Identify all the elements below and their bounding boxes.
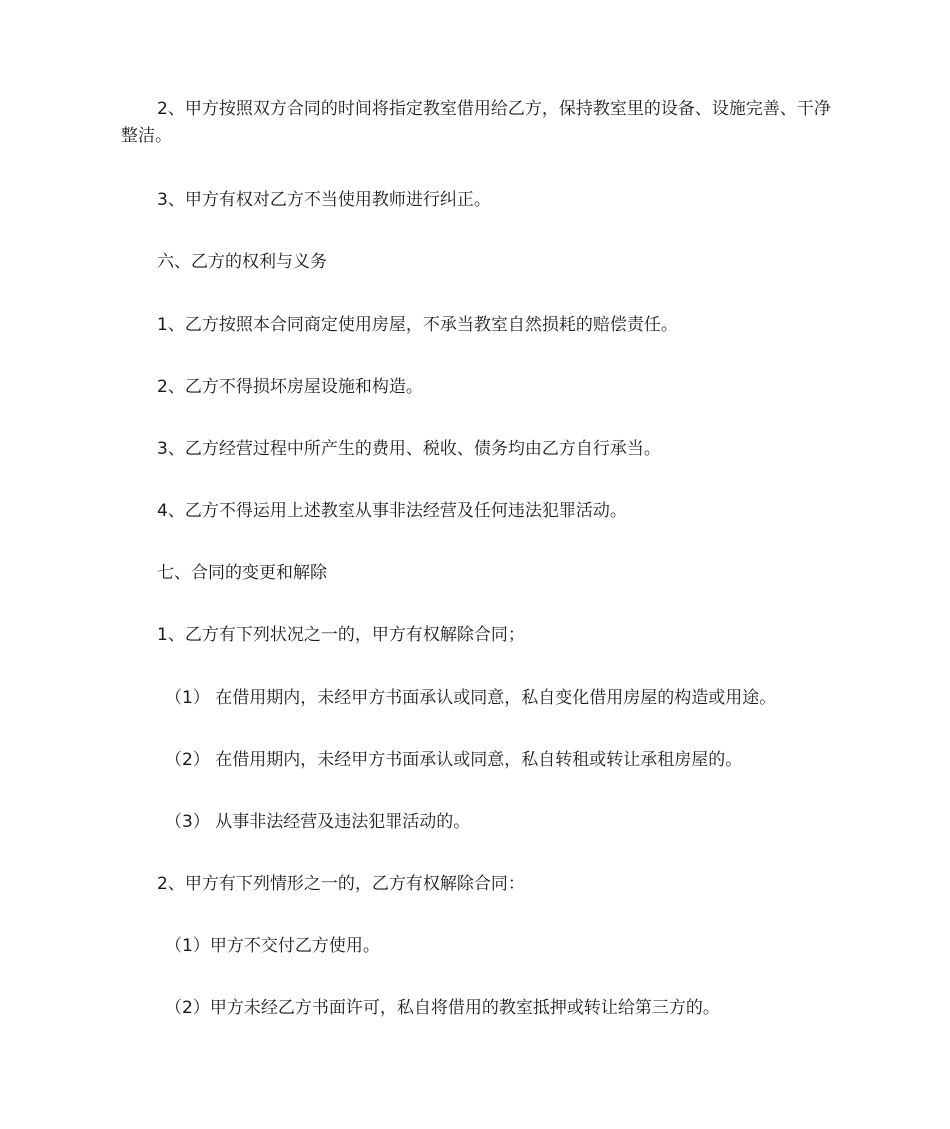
section-heading-borrower-rights: 六、乙方的权利与义务 <box>157 252 327 272</box>
paragraph-termination-by-borrower: 2、甲方有下列情形之一的，乙方有权解除合同： <box>157 874 525 894</box>
paragraph-termination-item-2: （2） 在借用期内，未经甲方书面承认或同意，私自转租或转让承租房屋的。 <box>165 750 743 770</box>
paragraph-termination-item-1: （1） 在借用期内，未经甲方书面承认或同意，私自变化借用房屋的构造或用途。 <box>165 688 777 708</box>
paragraph-termination-item-3: （3） 从事非法经营及违法犯罪活动的。 <box>165 812 471 832</box>
paragraph-borrower-2: 2、乙方不得损坏房屋设施和构造。 <box>157 377 423 397</box>
paragraph-lender-obligation-2: 2、甲方按照双方合同的时间将指定教室借用给乙方，保持教室里的设备、设施完善、干净整洁。 <box>121 99 831 146</box>
paragraph-termination-by-lender: 1、乙方有下列状况之一的，甲方有权解除合同； <box>157 625 525 645</box>
paragraph-borrower-1: 1、乙方按照本合同商定使用房屋，不承当教室自然损耗的赔偿责任。 <box>157 315 678 335</box>
paragraph-borrower-4: 4、乙方不得运用上述教室从事非法经营及任何违法犯罪活动。 <box>157 501 627 521</box>
paragraph-borrower-termination-item-1: （1）甲方不交付乙方使用。 <box>165 936 380 956</box>
paragraph-lender-right-3: 3、甲方有权对乙方不当使用教师进行纠正。 <box>157 190 491 210</box>
paragraph-borrower-3: 3、乙方经营过程中所产生的费用、税收、债务均由乙方自行承当。 <box>157 439 661 459</box>
section-heading-contract-change: 七、合同的变更和解除 <box>157 563 327 583</box>
paragraph-borrower-termination-item-2: （2）甲方未经乙方书面许可，私自将借用的教室抵押或转让给第三方的。 <box>165 998 720 1018</box>
